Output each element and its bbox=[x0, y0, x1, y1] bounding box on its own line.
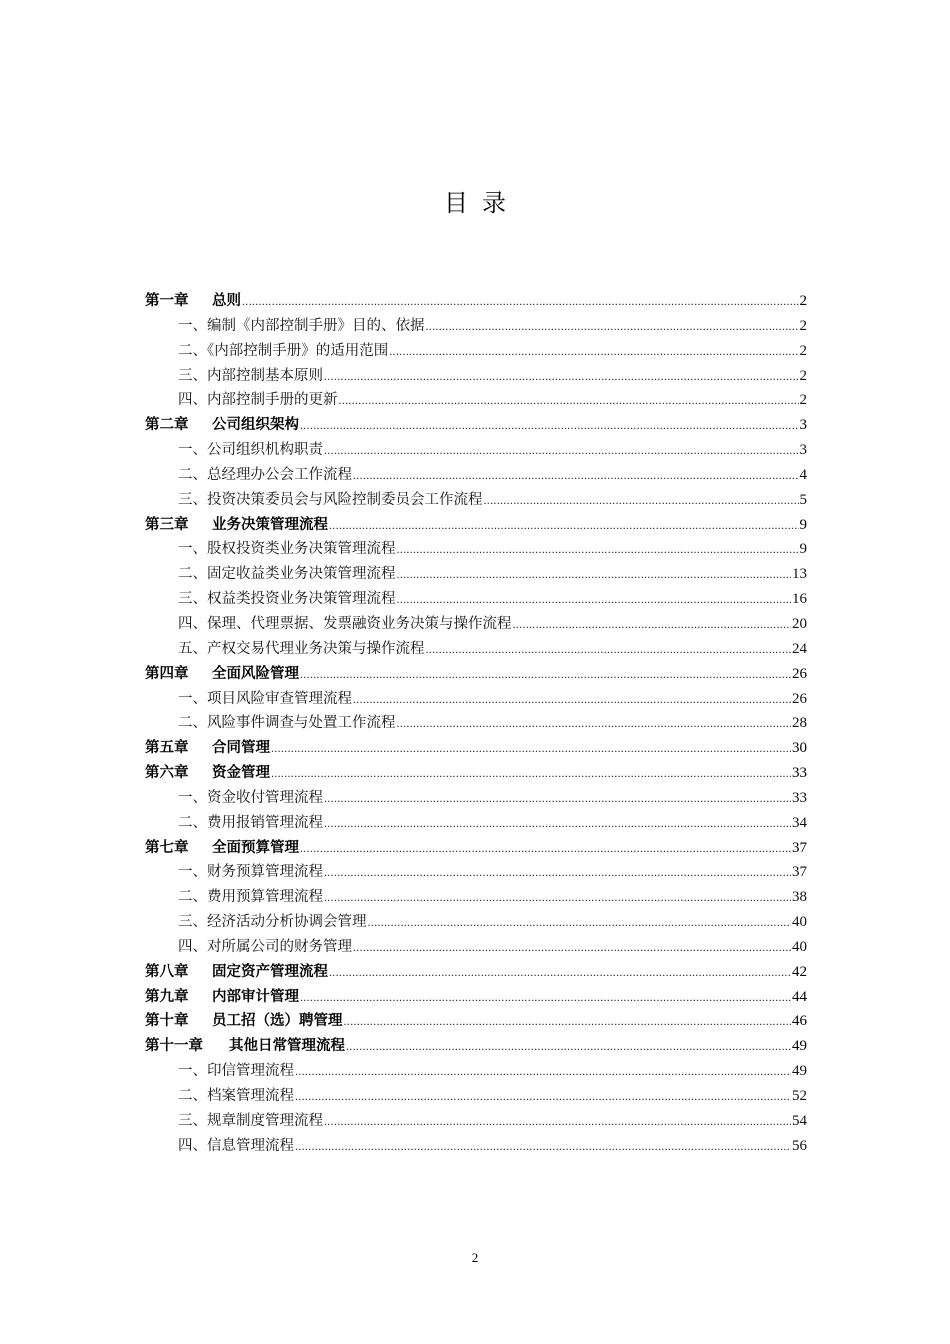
toc-page-number: 4 bbox=[799, 466, 807, 483]
toc-page-number: 33 bbox=[792, 765, 807, 782]
toc-entry-title: 一、公司组织机构职责 bbox=[178, 442, 323, 459]
toc-chapter-number: 第四章 bbox=[145, 665, 189, 682]
toc-page-number: 2 bbox=[799, 367, 807, 384]
toc-section-entry[interactable] bbox=[145, 314, 807, 339]
toc-dot-leader bbox=[389, 344, 798, 359]
toc-page-number: 26 bbox=[792, 665, 807, 682]
toc-dot-leader bbox=[484, 493, 799, 508]
toc-entry-title: 一、资金收付管理流程 bbox=[178, 789, 323, 806]
toc-dot-leader bbox=[397, 542, 799, 557]
toc-section-entry[interactable] bbox=[145, 935, 807, 960]
page-number: 2 bbox=[471, 1250, 479, 1265]
toc-entry-title: 二、风险事件调查与处置工作流程 bbox=[178, 715, 396, 732]
toc-chapter-entry[interactable] bbox=[145, 985, 807, 1010]
toc-page-number: 44 bbox=[792, 988, 807, 1005]
toc-entry-title: 全面预算管理 bbox=[212, 839, 299, 856]
toc-chapter-entry[interactable] bbox=[145, 513, 807, 538]
toc-dot-leader bbox=[300, 418, 799, 433]
toc-dot-leader bbox=[295, 1089, 791, 1104]
toc-section-entry[interactable] bbox=[145, 537, 807, 562]
toc-entry-title: 四、内部控制手册的更新 bbox=[178, 392, 338, 409]
toc-dot-leader bbox=[300, 667, 791, 682]
toc-page-number: 28 bbox=[792, 715, 807, 732]
toc-page-number: 5 bbox=[799, 491, 807, 508]
toc-chapter-entry[interactable] bbox=[145, 736, 807, 761]
toc-chapter-number: 第八章 bbox=[145, 963, 189, 980]
toc-dot-leader bbox=[295, 1139, 791, 1154]
toc-page-number: 13 bbox=[792, 566, 807, 583]
toc-entry-title: 合同管理 bbox=[212, 740, 270, 757]
toc-chapter-number: 第七章 bbox=[145, 839, 189, 856]
toc-chapter-number: 第九章 bbox=[145, 988, 189, 1005]
toc-page-number: 16 bbox=[792, 591, 807, 608]
toc-dot-leader bbox=[324, 816, 791, 831]
toc-chapter-entry[interactable] bbox=[145, 761, 807, 786]
toc-page-number: 3 bbox=[799, 417, 807, 434]
toc-section-entry[interactable] bbox=[145, 364, 807, 389]
toc-page-number: 37 bbox=[792, 864, 807, 881]
toc-dot-leader bbox=[324, 369, 799, 384]
toc-page-number: 42 bbox=[792, 963, 807, 980]
toc-entry-title: 员工招（选）聘管理 bbox=[212, 1013, 343, 1030]
toc-dot-leader bbox=[300, 990, 791, 1005]
toc-dot-leader bbox=[324, 1114, 791, 1129]
toc-chapter-entry[interactable] bbox=[145, 1009, 807, 1034]
toc-entry-title: 内部审计管理 bbox=[212, 988, 299, 1005]
toc-dot-leader bbox=[329, 965, 791, 980]
toc-dot-leader bbox=[329, 518, 799, 533]
toc-chapter-entry[interactable] bbox=[145, 289, 807, 314]
toc-entry-title: 一、股权投资类业务决策管理流程 bbox=[178, 541, 396, 558]
toc-section-entry[interactable] bbox=[145, 1084, 807, 1109]
toc-section-entry[interactable] bbox=[145, 339, 807, 364]
toc-entry-title: 二、档案管理流程 bbox=[178, 1088, 294, 1104]
toc-dot-leader bbox=[324, 443, 799, 458]
toc-dot-leader bbox=[397, 567, 792, 582]
toc-section-entry[interactable] bbox=[145, 388, 807, 413]
toc-chapter-entry[interactable] bbox=[145, 662, 807, 687]
toc-dot-leader bbox=[295, 1064, 791, 1079]
toc-dot-leader bbox=[397, 592, 792, 607]
toc-section-entry[interactable] bbox=[145, 786, 807, 811]
toc-section-entry[interactable] bbox=[145, 1134, 807, 1159]
toc-chapter-number: 第一章 bbox=[145, 293, 189, 309]
toc-entry-title: 公司组织架构 bbox=[212, 417, 299, 434]
toc-entry-title: 业务决策管理流程 bbox=[212, 516, 328, 533]
toc-entry-title: 四、保理、代理票据、发票融资业务决策与操作流程 bbox=[178, 615, 512, 632]
toc-section-entry[interactable] bbox=[145, 1109, 807, 1134]
toc-entry-title: 一、财务预算管理流程 bbox=[178, 864, 323, 881]
toc-dot-leader bbox=[339, 393, 799, 408]
toc-dot-leader bbox=[344, 1014, 792, 1029]
toc-dot-leader bbox=[353, 468, 799, 483]
toc-dot-leader bbox=[426, 319, 799, 334]
toc-dot-leader bbox=[300, 841, 791, 856]
toc-page-number: 49 bbox=[792, 1063, 807, 1080]
toc-page-number: 46 bbox=[792, 1013, 807, 1030]
toc-page-number: 9 bbox=[799, 541, 807, 558]
toc-entry-title: 一、项目风险审查管理流程 bbox=[178, 690, 352, 707]
toc-page-number: 33 bbox=[792, 789, 807, 806]
toc-chapter-number: 第六章 bbox=[145, 765, 189, 782]
toc-page-number: 52 bbox=[792, 1088, 807, 1104]
toc-dot-leader bbox=[324, 865, 791, 880]
toc-section-entry[interactable] bbox=[145, 811, 807, 836]
toc-section-entry[interactable] bbox=[145, 488, 807, 513]
toc-entry-title: 二、费用报销管理流程 bbox=[178, 814, 323, 831]
toc-dot-leader bbox=[242, 294, 799, 309]
toc-page-number: 2 bbox=[799, 392, 807, 409]
toc-entry-title: 其他日常管理流程 bbox=[229, 1038, 345, 1055]
toc-entry-title: 三、经济活动分析协调会管理 bbox=[178, 914, 367, 931]
toc-section-entry[interactable] bbox=[145, 910, 807, 935]
toc-entry-title: 一、编制《内部控制手册》目的、依据 bbox=[178, 317, 425, 334]
toc-page-number: 3 bbox=[799, 442, 807, 459]
toc-entry-title: 三、内部控制基本原则 bbox=[178, 367, 323, 384]
toc-chapter-entry[interactable] bbox=[145, 413, 807, 438]
toc-chapter-entry[interactable] bbox=[145, 960, 807, 985]
toc-entry-title: 四、对所属公司的财务管理 bbox=[178, 938, 352, 955]
toc-dot-leader bbox=[324, 890, 791, 905]
toc-chapter-entry[interactable] bbox=[145, 1034, 807, 1059]
toc-dot-leader bbox=[426, 642, 792, 657]
toc-chapter-number: 第十章 bbox=[145, 1013, 189, 1030]
toc-page-number: 56 bbox=[792, 1137, 807, 1154]
toc-entry-title: 四、信息管理流程 bbox=[178, 1137, 294, 1154]
toc-page-number: 30 bbox=[792, 740, 807, 757]
toc-dot-leader bbox=[368, 915, 792, 930]
toc-chapter-number: 第五章 bbox=[145, 740, 189, 757]
toc-page-number: 26 bbox=[792, 690, 807, 707]
toc-entry-title: 二、固定收益类业务决策管理流程 bbox=[178, 566, 396, 583]
toc-dot-leader bbox=[271, 766, 791, 781]
toc-entry-title: 二、费用预算管理流程 bbox=[178, 889, 323, 906]
toc-dot-leader bbox=[324, 791, 791, 806]
toc-entry-title: 二、总经理办公会工作流程 bbox=[178, 466, 352, 483]
toc-page-number: 40 bbox=[792, 938, 807, 955]
toc-chapter-number: 第十一章 bbox=[145, 1038, 203, 1055]
toc-page-number: 2 bbox=[799, 317, 807, 334]
toc-page-number: 49 bbox=[792, 1038, 807, 1055]
toc-section-entry[interactable] bbox=[145, 612, 807, 637]
toc-dot-leader bbox=[353, 940, 791, 955]
toc-dot-leader bbox=[353, 692, 791, 707]
toc-page-number: 54 bbox=[792, 1112, 807, 1129]
toc-section-entry[interactable] bbox=[145, 637, 807, 662]
toc-chapter-entry[interactable] bbox=[145, 836, 807, 861]
toc-page-number: 9 bbox=[799, 516, 807, 533]
toc-section-entry[interactable] bbox=[145, 1059, 807, 1084]
toc-entry-title: 三、权益类投资业务决策管理流程 bbox=[178, 591, 396, 608]
toc-page-number: 20 bbox=[792, 615, 807, 632]
toc-page-number: 40 bbox=[792, 914, 807, 931]
toc-section-entry[interactable] bbox=[145, 438, 807, 463]
toc-entry-title: 固定资产管理流程 bbox=[212, 963, 328, 980]
toc-dot-leader bbox=[397, 716, 792, 731]
toc-page-number: 37 bbox=[792, 839, 807, 856]
toc-entry-title: 五、产权交易代理业务决策与操作流程 bbox=[178, 640, 425, 657]
toc-section-entry[interactable] bbox=[145, 587, 807, 612]
toc-page-number: 24 bbox=[792, 640, 807, 657]
toc-chapter-number: 第三章 bbox=[145, 516, 189, 533]
toc-entry-title: 全面风险管理 bbox=[212, 665, 299, 682]
toc-entry-title: 三、投资决策委员会与风险控制委员会工作流程 bbox=[178, 491, 483, 508]
toc-dot-leader bbox=[346, 1039, 791, 1054]
toc-entry-title: 二、《内部控制手册》的适用范围 bbox=[178, 342, 389, 359]
toc-page-number: 2 bbox=[799, 293, 807, 309]
toc-entry-title: 三、规章制度管理流程 bbox=[178, 1112, 323, 1129]
toc-chapter-number: 第二章 bbox=[145, 417, 189, 434]
toc-section-entry[interactable] bbox=[145, 711, 807, 736]
toc-entry-title: 总则 bbox=[212, 293, 241, 309]
toc-dot-leader bbox=[271, 741, 791, 756]
toc-entry-title: 资金管理 bbox=[212, 765, 270, 782]
table-of-contents bbox=[145, 289, 807, 1159]
toc-page-number: 38 bbox=[792, 889, 807, 906]
toc-page-number: 2 bbox=[799, 342, 807, 359]
toc-section-entry[interactable] bbox=[145, 463, 807, 488]
toc-dot-leader bbox=[513, 617, 792, 632]
toc-entry-title: 一、印信管理流程 bbox=[178, 1063, 294, 1080]
toc-section-entry[interactable] bbox=[145, 562, 807, 587]
toc-section-entry[interactable] bbox=[145, 885, 807, 910]
toc-section-entry[interactable] bbox=[145, 860, 807, 885]
toc-section-entry[interactable] bbox=[145, 687, 807, 712]
page-title: 目录 bbox=[444, 189, 520, 217]
toc-page-number: 34 bbox=[792, 814, 807, 831]
